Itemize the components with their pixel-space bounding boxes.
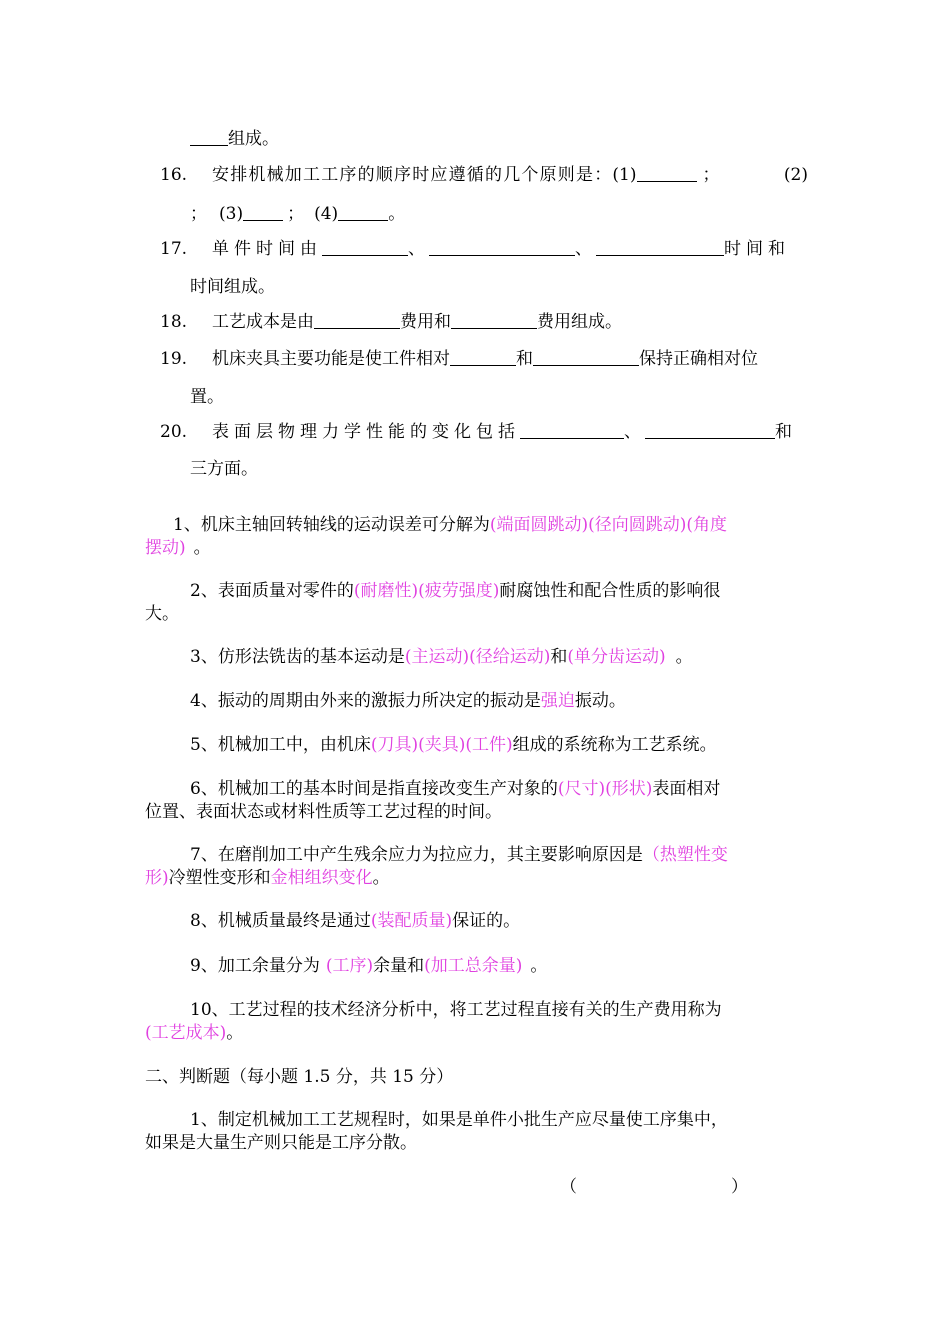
blank[interactable] — [190, 129, 228, 146]
q16-number: 16. — [160, 165, 188, 185]
q19-line2: 置。 — [190, 387, 224, 407]
q18-end: 费用组成。 — [537, 312, 622, 332]
judge-1-paren-open: （ — [560, 1177, 577, 1197]
answer-2-a: (耐磨性)(疲劳强度) — [353, 581, 500, 601]
answer-3-a: (主运动)(径给运动) — [404, 647, 551, 667]
q20-sep: 、 — [624, 422, 641, 442]
q16-line1 — [160, 164, 808, 186]
answer-4 — [190, 690, 810, 713]
q15-tail — [190, 128, 279, 150]
answer-1 — [145, 514, 807, 560]
q18 — [160, 311, 622, 333]
answer-9-mid: 余量和 — [373, 956, 425, 976]
q16-sep: ； — [702, 165, 720, 185]
q16-sep-3: ； — [287, 204, 305, 224]
answer-6 — [145, 778, 807, 824]
answer-6-post: 表面相对 — [652, 779, 721, 799]
answer-10 — [145, 999, 807, 1045]
q19-line1 — [160, 348, 758, 370]
answer-9-post: 。 — [530, 956, 548, 976]
answer-2 — [145, 580, 807, 626]
q17-sep: 、 — [408, 239, 425, 259]
answer-1-a: (端面圆跳动)(径向圆跳动)(角度 — [489, 515, 727, 535]
answer-1-post: 。 — [193, 538, 211, 558]
q16-blank-4[interactable] — [338, 204, 388, 221]
q20-end: 和 — [775, 422, 792, 442]
answer-7 — [145, 844, 807, 890]
q17-number: 17. — [160, 239, 188, 259]
judge-1-text: 1、制定机械加工工艺规程时，如果是单件小批生产应尽量使工序集中， — [190, 1110, 728, 1130]
answer-6-line2: 位置、表面状态或材料性质等工艺过程的时间。 — [145, 802, 502, 822]
answer-8 — [190, 910, 810, 933]
answer-1-a2: 摆动) — [145, 538, 186, 558]
answer-7-a2: 形) — [145, 868, 169, 888]
answer-4-post: 振动。 — [574, 691, 626, 711]
answer-7-b: 金相组织变化 — [270, 868, 373, 888]
q17-blank-3[interactable] — [596, 239, 724, 256]
q16-blank-1[interactable] — [637, 165, 697, 182]
answer-5-a: (刀具)(夹具)(工件) — [370, 735, 513, 755]
answer-2-line2: 大。 — [145, 604, 179, 624]
q20-blank-2[interactable] — [645, 422, 775, 439]
answer-1-pre: 1、机床主轴回转轴线的运动误差可分解为 — [173, 515, 490, 535]
answer-5-pre: 5、机械加工中，由机床 — [190, 735, 371, 755]
answer-3-b: (单分齿运动) — [567, 647, 666, 667]
judge-1 — [145, 1109, 807, 1155]
q19-text: 机床夹具主要功能是使工件相对 — [212, 349, 450, 369]
answer-2-post: 耐腐蚀性和配合性质的影响很 — [499, 581, 721, 601]
q20-line1 — [160, 421, 792, 443]
answer-7-mid: 冷塑性变形和 — [168, 868, 271, 888]
q16-p2: (2) — [783, 165, 808, 185]
answer-6-pre: 6、机械加工的基本时间是指直接改变生产对象的 — [190, 779, 558, 799]
q17-blank-1[interactable] — [322, 239, 408, 256]
q16-p4: (4) — [314, 204, 339, 224]
q20-blank-1[interactable] — [520, 422, 624, 439]
answer-10-a: (工艺成本) — [145, 1023, 227, 1043]
answer-4-a: 强迫 — [540, 691, 575, 711]
answer-4-pre: 4、振动的周期由外来的激振力所决定的振动是 — [190, 691, 541, 711]
answer-10-pre: 10、工艺过程的技术经济分析中，将工艺过程直接有关的生产费用称为 — [190, 1000, 722, 1020]
q20-line2: 三方面。 — [190, 459, 258, 479]
q18-number: 18. — [160, 312, 188, 332]
judge-1-answer-box[interactable] — [560, 1176, 748, 1199]
q17-line1 — [160, 238, 790, 260]
q16-blank-3[interactable] — [243, 204, 283, 221]
q19-blank-1[interactable] — [450, 349, 516, 366]
q17-line2: 时间组成。 — [190, 277, 275, 297]
answer-8-a: (装配质量) — [370, 911, 453, 931]
q18-blank-2[interactable] — [451, 312, 537, 329]
answer-8-pre: 8、机械质量最终是通过 — [190, 911, 371, 931]
answer-9-pre: 9、加工余量分为 — [190, 956, 320, 976]
answer-9-a: (工序) — [325, 956, 374, 976]
answer-10-post: 。 — [226, 1023, 244, 1043]
q16-line2 — [190, 203, 405, 225]
answer-9-b: (加工总余量) — [424, 956, 523, 976]
q20-text: 表面层物理力学性能的变化包括 — [212, 422, 520, 442]
answer-3-pre: 3、仿形法铣齿的基本运动是 — [190, 647, 405, 667]
answer-7-a: （热塑性变 — [642, 845, 728, 865]
q19-mid: 和 — [516, 349, 533, 369]
q16-text: 安排机械加工工序的顺序时应遵循的几个原则是： — [212, 165, 613, 185]
answer-7-pre: 7、在磨削加工中产生残余应力为拉应力，其主要影响原因是 — [190, 845, 643, 865]
answer-5 — [190, 734, 810, 757]
q15-tail-text: 组成。 — [228, 129, 279, 149]
q16-end: 。 — [388, 204, 406, 224]
answer-2-pre: 2、表面质量对零件的 — [190, 581, 354, 601]
q16-p3: (3) — [219, 204, 244, 224]
q20-number: 20. — [160, 422, 188, 442]
q17-blank-2[interactable] — [429, 239, 575, 256]
answer-3-mid: 和 — [550, 647, 568, 667]
q19-number: 19. — [160, 349, 188, 369]
answer-9 — [190, 955, 810, 978]
answer-8-post: 保证的。 — [452, 911, 521, 931]
answer-3-post: 。 — [675, 647, 693, 667]
judge-1-line2: 如果是大量生产则只能是工序分散。 — [145, 1133, 417, 1153]
q17-after: 时间和 — [724, 239, 790, 259]
q19-blank-2[interactable] — [533, 349, 639, 366]
section2-title: 二、判断题（每小题 1.5 分，共 15 分） — [145, 1067, 454, 1087]
q16-sep-2: ； — [190, 204, 207, 224]
q17-sep-2: 、 — [575, 239, 592, 259]
q19-end: 保持正确相对位 — [639, 349, 758, 369]
answer-3 — [190, 646, 810, 669]
answer-5-post: 组成的系统称为工艺系统。 — [512, 735, 717, 755]
q18-blank-1[interactable] — [314, 312, 400, 329]
answer-7-post: 。 — [372, 868, 390, 888]
answer-6-a: (尺寸)(形状) — [557, 779, 653, 799]
judge-1-paren-close: ） — [731, 1177, 748, 1197]
q17-text: 单件时间由 — [212, 239, 322, 259]
q18-text: 工艺成本是由 — [212, 312, 314, 332]
q18-mid: 费用和 — [400, 312, 451, 332]
q16-p1: (1) — [612, 165, 637, 185]
